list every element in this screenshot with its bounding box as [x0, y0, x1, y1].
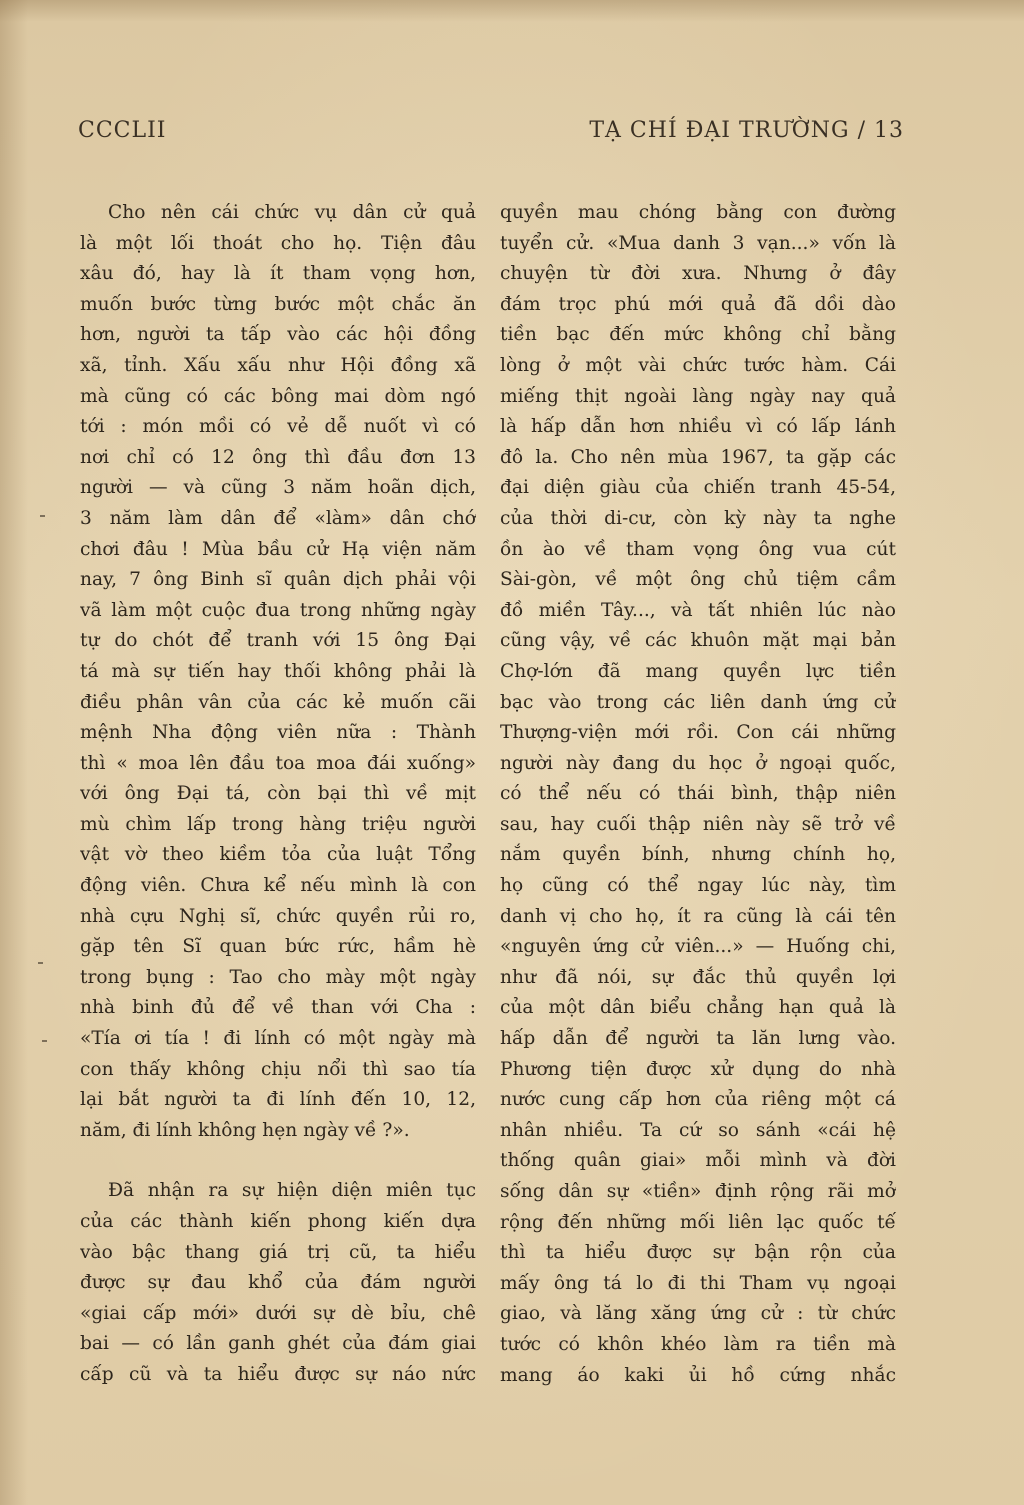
text-line: xã, tỉnh. Xấu xấu như Hội đồng xã — [80, 354, 476, 376]
text-line: chơi đâu ! Mùa bầu cử Hạ viện năm — [80, 538, 476, 560]
text-line: Chợ-lớn đã mang quyền lực tiền — [500, 660, 896, 682]
text-line: tự do chót để tranh với 15 ông Đại — [80, 630, 476, 652]
left-column — [80, 198, 476, 1391]
text-line: năm, đi lính không hẹn ngày về ?». — [80, 1119, 410, 1141]
text-line: giao, và lăng xăng ứng cử : từ chức — [500, 1303, 896, 1325]
text-line: rộng đến những mối liên lạc quốc tế — [500, 1211, 896, 1233]
text-line: điều phân vân của các kẻ muốn cãi — [80, 691, 476, 713]
text-line: «Tía ơi tía ! đi lính có một ngày mà — [80, 1028, 476, 1050]
text-line: «nguyên ứng cử viên...» — Huống chi, — [500, 936, 896, 958]
text-line: con thấy không chịu nổi thì sao tía — [80, 1058, 476, 1080]
page-edge-shadow-top — [0, 0, 1024, 22]
text-line: Cho nên cái chức vụ dân cử quả — [108, 202, 476, 223]
text-line: «giai cấp mới» dưới sự dè bỉu, chê — [80, 1302, 476, 1324]
text-line: sau, hay cuối thập niên này sẽ trở về — [500, 813, 896, 835]
text-line: động viên. Chưa kể nếu mình là con — [80, 875, 476, 897]
text-line: nhân nhiều. Ta cứ so sánh «cái hệ — [500, 1119, 896, 1141]
text-line: của thời di-cư, còn kỳ này ta nghe — [500, 507, 896, 529]
text-line: tước có khôn khéo làm ra tiền mà — [500, 1333, 896, 1355]
text-line: lòng ở một vài chức tước hàm. Cái — [500, 354, 896, 376]
text-line: Phương tiện được xử dụng do nhà — [500, 1058, 896, 1080]
margin-mark — [42, 1040, 47, 1042]
text-line: miếng thịt ngoài làng ngày nay quả — [500, 385, 896, 407]
text-line: tá mà sự tiến hay thối không phải là — [80, 660, 476, 682]
text-line: thống quân giai» mỗi mình và đời — [500, 1150, 896, 1172]
margin-mark — [40, 515, 45, 517]
text-line: bạc vào trong các liên danh ứng cử — [500, 691, 896, 713]
text-line: mù chìm lấp trong hàng triệu người — [80, 813, 476, 835]
text-line: chuyện từ đời xưa. Nhưng ở đây — [500, 263, 896, 285]
text-line: tiền bạc đến mức không chỉ bằng — [500, 324, 896, 346]
text-line: họ cũng có thể ngay lúc này, tìm — [500, 875, 896, 897]
text-line: sống dân sự «tiền» định rộng rãi mở — [500, 1181, 896, 1202]
text-line: người — và cũng 3 năm hoãn dịch, — [80, 477, 476, 499]
text-line: vật vờ theo kiềm tỏa của luật Tổng — [80, 844, 476, 866]
text-line: vào bậc thang giá trị cũ, ta hiểu — [80, 1241, 476, 1263]
text-line: đồ miền Tây..., và tất nhiên lúc nào — [500, 599, 896, 621]
text-line: đám trọc phú mới quả đã dồi dào — [500, 293, 896, 315]
text-line: quyền mau chóng bằng con đường — [500, 202, 896, 223]
text-line: đại diện giàu của chiến tranh 45-54, — [500, 477, 896, 499]
text-line: ồn ào về tham vọng ông vua cút — [500, 538, 896, 560]
text-line: trong bụng : Tao cho mày một ngày — [80, 966, 476, 988]
text-line: có thể nếu có thái bình, thập niên — [500, 783, 896, 805]
text-line: thì ta hiểu được sự bận rộn của — [500, 1242, 896, 1264]
text-line: tới : món mồi có vẻ dễ nuốt vì có — [80, 416, 476, 438]
text-line: mang áo kaki ủi hồ cứng nhắc — [500, 1364, 896, 1386]
text-line: của một dân biểu chẳng hạn quả là — [500, 997, 896, 1019]
text-line: của các thành kiến phong kiến dựa — [80, 1211, 476, 1232]
text-line: Đã nhận ra sự hiện diện miên tục — [108, 1180, 476, 1202]
text-line: với ông Đại tá, còn bại thì về mịt — [80, 783, 476, 805]
text-line: mệnh Nha động viên nữa : Thành — [80, 722, 476, 744]
text-line: như đã nói, sự đắc thủ quyền lợi — [500, 966, 896, 988]
text-line: hơn, người ta tấp vào các hội đồng — [80, 324, 476, 346]
text-line: nơi chỉ có 12 ông thì đầu đơn 13 — [80, 446, 476, 468]
text-line: nhà cựu Nghị sĩ, chức quyền rủi ro, — [80, 905, 476, 927]
text-line: cấp cũ và ta hiểu được sự náo nức — [80, 1363, 476, 1385]
paragraph-gap — [80, 1146, 476, 1176]
text-line: nắm quyền bính, nhưng chính họ, — [500, 844, 896, 866]
text-line: mà cũng có các bông mai dòm ngó — [80, 385, 476, 407]
text-line: gặp tên Sĩ quan bức rức, hầm hè — [80, 936, 476, 958]
text-line: hấp dẫn để người ta lăn lưng vào. — [500, 1028, 896, 1050]
text-line: bai — có lần ganh ghét của đám giai — [80, 1333, 476, 1355]
text-line: là một lối thoát cho họ. Tiện đâu — [80, 232, 476, 254]
text-line: tuyển cử. «Mua danh 3 vạn...» vốn là — [500, 232, 896, 254]
right-column — [500, 198, 896, 1391]
text-line: đô la. Cho nên mùa 1967, ta gặp các — [500, 446, 896, 468]
text-line: thì « moa lên đầu toa moa đái xuống» — [80, 752, 476, 774]
header-author-page: TẠ CHÍ ĐẠI TRƯỜNG / 13 — [589, 118, 904, 143]
header-section-number: CCCLII — [78, 118, 167, 143]
running-header — [0, 118, 1024, 152]
text-line: là hấp dẫn hơn nhiều vì có lấp lánh — [500, 416, 896, 438]
text-line: muốn bước từng bước một chắc ăn — [80, 293, 476, 315]
text-line: nước cung cấp hơn của riêng một cá — [500, 1089, 896, 1111]
text-line: cũng vậy, về các khuôn mặt mại bản — [500, 630, 896, 652]
text-line: Sài-gòn, về một ông chủ tiệm cầm — [500, 569, 896, 591]
page-edge-shadow-left — [0, 0, 28, 1505]
text-line: nay, 7 ông Binh sĩ quân dịch phải vội — [80, 569, 476, 591]
text-line: danh vị cho họ, ít ra cũng là cái tên — [500, 905, 896, 927]
text-line: Thượng-viện mới rồi. Con cái những — [500, 722, 896, 744]
text-line: mấy ông tá lo đi thi Tham vụ ngoại — [500, 1272, 896, 1294]
margin-mark — [38, 962, 43, 964]
text-line: nhà binh đủ để về than với Cha : — [80, 997, 476, 1019]
text-line: người này đang du học ở ngoại quốc, — [500, 752, 896, 774]
text-line: xâu đó, hay là ít tham vọng hơn, — [80, 263, 476, 285]
text-line: lại bắt người ta đi lính đến 10, 12, — [80, 1089, 476, 1111]
text-line: được sự đau khổ của đám người — [80, 1272, 476, 1294]
text-line: vã làm một cuộc đua trong những ngày — [80, 599, 476, 621]
text-line: 3 năm làm dân để «làm» dân chớ — [80, 507, 476, 529]
